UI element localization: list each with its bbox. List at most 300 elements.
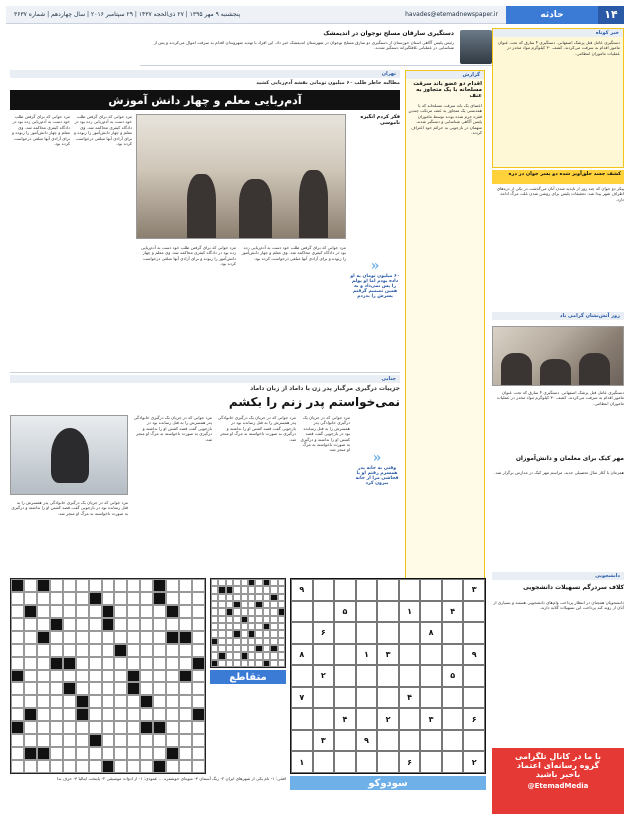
crossword-cell[interactable] xyxy=(218,645,225,652)
crossword-cell[interactable] xyxy=(127,721,140,734)
crossword-cell[interactable] xyxy=(63,579,76,592)
crossword-cell[interactable] xyxy=(50,631,63,644)
crossword-cell[interactable] xyxy=(24,657,37,670)
crossword-cell[interactable] xyxy=(140,670,153,683)
sudoku-cell[interactable] xyxy=(334,622,356,644)
crossword-cell[interactable] xyxy=(241,601,248,608)
crossword-cell[interactable] xyxy=(102,592,115,605)
sudoku-cell[interactable] xyxy=(399,579,421,601)
crossword-cell[interactable] xyxy=(166,644,179,657)
sudoku-cell[interactable]: ۵ xyxy=(334,601,356,623)
crossword-cell[interactable] xyxy=(11,747,24,760)
crossword-cell[interactable] xyxy=(218,630,225,637)
crossword-cell[interactable] xyxy=(179,657,192,670)
crossword-cell[interactable] xyxy=(76,644,89,657)
crossword-cell[interactable] xyxy=(89,747,102,760)
crossword-cell[interactable] xyxy=(11,631,24,644)
crossword-cell[interactable] xyxy=(37,605,50,618)
crossword-cell[interactable] xyxy=(166,760,179,773)
crossword-cell[interactable] xyxy=(263,630,270,637)
crossword-cell[interactable] xyxy=(166,708,179,721)
crossword-cell[interactable] xyxy=(153,708,166,721)
crossword-cell[interactable] xyxy=(179,644,192,657)
crossword-cell[interactable] xyxy=(102,721,115,734)
crossword-cell[interactable] xyxy=(153,605,166,618)
sudoku-cell[interactable] xyxy=(313,751,335,773)
crossword-cell[interactable] xyxy=(102,657,115,670)
crossword-cell[interactable] xyxy=(127,657,140,670)
sudoku-cell[interactable] xyxy=(313,687,335,709)
sudoku-cell[interactable] xyxy=(291,730,313,752)
crossword-cell[interactable] xyxy=(278,623,285,630)
sudoku-cell[interactable] xyxy=(334,665,356,687)
crossword-cell[interactable] xyxy=(89,682,102,695)
crossword-cell[interactable] xyxy=(263,586,270,593)
crossword-cell[interactable] xyxy=(218,616,225,623)
sudoku-cell[interactable] xyxy=(420,601,442,623)
crossword-cell[interactable] xyxy=(278,579,285,586)
crossword-cell[interactable] xyxy=(255,623,262,630)
crossword-cell[interactable] xyxy=(76,682,89,695)
sudoku-cell[interactable] xyxy=(334,644,356,666)
crossword-cell[interactable] xyxy=(24,644,37,657)
crossword-cell[interactable] xyxy=(50,695,63,708)
sudoku-cell[interactable] xyxy=(377,687,399,709)
crossword-cell[interactable] xyxy=(192,747,205,760)
sudoku-cell[interactable]: ۳ xyxy=(420,708,442,730)
crossword-cell[interactable] xyxy=(263,638,270,645)
sudoku-cell[interactable] xyxy=(356,708,378,730)
crossword-cell[interactable] xyxy=(24,592,37,605)
crossword-cell[interactable] xyxy=(255,660,262,667)
sudoku-cell[interactable] xyxy=(356,751,378,773)
sudoku-cell[interactable] xyxy=(442,622,464,644)
crossword-cell[interactable] xyxy=(263,645,270,652)
crossword-cell[interactable] xyxy=(37,760,50,773)
crossword-cell[interactable] xyxy=(102,644,115,657)
crossword-cell[interactable] xyxy=(89,760,102,773)
crossword-cell[interactable] xyxy=(226,630,233,637)
crossword-cell[interactable] xyxy=(278,594,285,601)
sudoku-cell[interactable] xyxy=(356,622,378,644)
crossword-cell[interactable] xyxy=(114,605,127,618)
crossword-cell[interactable] xyxy=(127,734,140,747)
sudoku-cell[interactable]: ۶ xyxy=(463,708,485,730)
crossword-cell[interactable] xyxy=(50,670,63,683)
crossword-cell[interactable] xyxy=(127,605,140,618)
sudoku-cell[interactable] xyxy=(356,601,378,623)
sudoku-cell[interactable]: ۱ xyxy=(291,751,313,773)
crossword-cell[interactable] xyxy=(270,638,277,645)
crossword-cell[interactable] xyxy=(233,608,240,615)
crossword-cell[interactable] xyxy=(114,734,127,747)
crossword-cell[interactable] xyxy=(102,670,115,683)
crossword-cell[interactable] xyxy=(76,592,89,605)
sudoku-cell[interactable]: ۱ xyxy=(356,644,378,666)
crossword-cell[interactable] xyxy=(226,660,233,667)
crossword-cell[interactable] xyxy=(255,652,262,659)
crossword-cell[interactable] xyxy=(278,630,285,637)
crossword-cell[interactable] xyxy=(89,708,102,721)
crossword-cell[interactable] xyxy=(63,605,76,618)
crossword-cell[interactable] xyxy=(114,721,127,734)
crossword-cell[interactable] xyxy=(255,616,262,623)
crossword-cell[interactable] xyxy=(153,657,166,670)
crossword-cell[interactable] xyxy=(233,652,240,659)
crossword-cell[interactable] xyxy=(89,605,102,618)
crossword-cell[interactable] xyxy=(241,660,248,667)
sudoku-cell[interactable] xyxy=(377,622,399,644)
crossword-cell[interactable] xyxy=(233,638,240,645)
crossword-cell[interactable] xyxy=(218,594,225,601)
crossword-cell[interactable] xyxy=(127,579,140,592)
crossword-cell[interactable] xyxy=(233,594,240,601)
sudoku-cell[interactable]: ۴ xyxy=(334,708,356,730)
crossword-cell[interactable] xyxy=(11,618,24,631)
sudoku-cell[interactable] xyxy=(356,665,378,687)
crossword-cell[interactable] xyxy=(50,708,63,721)
sudoku-cell[interactable] xyxy=(442,751,464,773)
crossword-cell[interactable] xyxy=(11,695,24,708)
crossword-cell[interactable] xyxy=(24,721,37,734)
crossword-cell[interactable] xyxy=(248,638,255,645)
crossword-cell[interactable] xyxy=(50,682,63,695)
crossword-cell[interactable] xyxy=(76,618,89,631)
crossword-cell[interactable] xyxy=(63,618,76,631)
crossword-cell[interactable] xyxy=(140,747,153,760)
crossword-cell[interactable] xyxy=(76,670,89,683)
crossword-cell[interactable] xyxy=(89,657,102,670)
crossword-cell[interactable] xyxy=(102,579,115,592)
sudoku-cell[interactable]: ۹ xyxy=(356,730,378,752)
crossword-cell[interactable] xyxy=(255,608,262,615)
sudoku-cell[interactable] xyxy=(377,665,399,687)
crossword-cell[interactable] xyxy=(241,594,248,601)
crossword-cell[interactable] xyxy=(63,695,76,708)
crossword-cell[interactable] xyxy=(270,630,277,637)
crossword-cell[interactable] xyxy=(24,682,37,695)
crossword-cell[interactable] xyxy=(263,601,270,608)
crossword-cell[interactable] xyxy=(270,623,277,630)
crossword-cell[interactable] xyxy=(37,618,50,631)
crossword-cell[interactable] xyxy=(140,644,153,657)
crossword-cell[interactable] xyxy=(114,682,127,695)
crossword-cell[interactable] xyxy=(89,695,102,708)
sudoku-cell[interactable] xyxy=(377,579,399,601)
sudoku-cell[interactable] xyxy=(442,644,464,666)
crossword-cell[interactable] xyxy=(76,734,89,747)
crossword-cell[interactable] xyxy=(270,608,277,615)
crossword-cell[interactable] xyxy=(192,605,205,618)
crossword-cell[interactable] xyxy=(63,747,76,760)
crossword-cell[interactable] xyxy=(255,638,262,645)
crossword-cell[interactable] xyxy=(211,601,218,608)
sudoku-cell[interactable]: ۶ xyxy=(399,751,421,773)
crossword-cell[interactable] xyxy=(140,605,153,618)
sudoku-cell[interactable] xyxy=(399,730,421,752)
crossword-cell[interactable] xyxy=(211,630,218,637)
crossword-cell[interactable] xyxy=(24,631,37,644)
crossword-cell[interactable] xyxy=(278,616,285,623)
crossword-cell[interactable] xyxy=(192,682,205,695)
crossword-cell[interactable] xyxy=(50,579,63,592)
crossword-cell[interactable] xyxy=(102,708,115,721)
crossword-cell[interactable] xyxy=(24,695,37,708)
crossword-cell[interactable] xyxy=(153,734,166,747)
crossword-cell[interactable] xyxy=(278,586,285,593)
crossword-cell[interactable] xyxy=(76,721,89,734)
crossword-cell[interactable] xyxy=(102,747,115,760)
crossword-cell[interactable] xyxy=(241,623,248,630)
sudoku-cell[interactable] xyxy=(420,665,442,687)
sudoku-cell[interactable]: ۲ xyxy=(313,665,335,687)
crossword-cell[interactable] xyxy=(179,734,192,747)
sudoku-cell[interactable] xyxy=(291,622,313,644)
crossword-cell[interactable] xyxy=(140,657,153,670)
crossword-cell[interactable] xyxy=(192,670,205,683)
sudoku-cell[interactable]: ۲ xyxy=(377,708,399,730)
crossword-cell[interactable] xyxy=(11,682,24,695)
crossword-cell[interactable] xyxy=(248,594,255,601)
sudoku-cell[interactable]: ۷ xyxy=(291,687,313,709)
crossword-cell[interactable] xyxy=(76,631,89,644)
crossword-cell[interactable] xyxy=(226,652,233,659)
crossword-cell[interactable] xyxy=(241,645,248,652)
crossword-cell[interactable] xyxy=(37,734,50,747)
crossword-cell[interactable] xyxy=(140,592,153,605)
crossword-cell[interactable] xyxy=(218,579,225,586)
crossword-cell[interactable] xyxy=(270,601,277,608)
crossword-cell[interactable] xyxy=(63,734,76,747)
crossword-cell[interactable] xyxy=(114,708,127,721)
crossword-cell[interactable] xyxy=(233,586,240,593)
sudoku-cell[interactable]: ۶ xyxy=(313,622,335,644)
crossword-cell[interactable] xyxy=(241,630,248,637)
crossword-cell[interactable] xyxy=(140,579,153,592)
sudoku-cell[interactable] xyxy=(442,730,464,752)
crossword-cell[interactable] xyxy=(166,734,179,747)
crossword-cell[interactable] xyxy=(218,660,225,667)
crossword-cell[interactable] xyxy=(166,618,179,631)
crossword-cell[interactable] xyxy=(63,670,76,683)
crossword-cell[interactable] xyxy=(192,592,205,605)
crossword-cell[interactable] xyxy=(166,682,179,695)
crossword-cell[interactable] xyxy=(11,657,24,670)
sudoku-cell[interactable] xyxy=(399,644,421,666)
sudoku-cell[interactable] xyxy=(442,687,464,709)
sudoku-cell[interactable] xyxy=(399,708,421,730)
crossword-cell[interactable] xyxy=(11,734,24,747)
crossword-cell[interactable] xyxy=(50,592,63,605)
crossword-cell[interactable] xyxy=(89,631,102,644)
crossword-cell[interactable] xyxy=(233,660,240,667)
crossword-cell[interactable] xyxy=(89,670,102,683)
crossword-cell[interactable] xyxy=(140,682,153,695)
crossword-cell[interactable] xyxy=(179,747,192,760)
crossword-cell[interactable] xyxy=(153,695,166,708)
crossword-cell[interactable] xyxy=(179,592,192,605)
sudoku-cell[interactable] xyxy=(442,579,464,601)
crossword-cell[interactable] xyxy=(127,592,140,605)
crossword-cell[interactable] xyxy=(226,579,233,586)
crossword-cell[interactable] xyxy=(102,631,115,644)
crossword-cell[interactable] xyxy=(255,586,262,593)
sudoku-cell[interactable]: ۹ xyxy=(291,579,313,601)
crossword-cell[interactable] xyxy=(241,608,248,615)
crossword-cell[interactable] xyxy=(140,760,153,773)
crossword-cell[interactable] xyxy=(114,760,127,773)
crossword-cell[interactable] xyxy=(127,760,140,773)
sudoku-cell[interactable] xyxy=(377,751,399,773)
crossword-cell[interactable] xyxy=(63,721,76,734)
crossword-cell[interactable] xyxy=(263,594,270,601)
sudoku-cell[interactable] xyxy=(313,579,335,601)
sudoku-cell[interactable] xyxy=(291,601,313,623)
sudoku-grid[interactable] xyxy=(290,578,486,774)
sudoku-cell[interactable] xyxy=(334,730,356,752)
sudoku-cell[interactable] xyxy=(356,687,378,709)
crossword-cell[interactable] xyxy=(179,708,192,721)
crossword-cell[interactable] xyxy=(211,594,218,601)
crossword-cell[interactable] xyxy=(218,608,225,615)
crossword-cell[interactable] xyxy=(127,695,140,708)
crossword-cell[interactable] xyxy=(89,618,102,631)
sudoku-cell[interactable]: ۴ xyxy=(399,687,421,709)
crossword-cell[interactable] xyxy=(140,631,153,644)
crossword-cell[interactable] xyxy=(248,608,255,615)
crossword-cell[interactable] xyxy=(255,630,262,637)
crossword-cell[interactable] xyxy=(263,608,270,615)
crossword-cell[interactable] xyxy=(76,605,89,618)
crossword-cell[interactable] xyxy=(37,670,50,683)
sudoku-cell[interactable] xyxy=(377,730,399,752)
crossword-cell[interactable] xyxy=(114,592,127,605)
crossword-cell[interactable] xyxy=(166,721,179,734)
crossword-cell[interactable] xyxy=(248,616,255,623)
crossword-cell[interactable] xyxy=(24,670,37,683)
crossword-cell[interactable] xyxy=(89,579,102,592)
crossword-cell[interactable] xyxy=(192,695,205,708)
sudoku-cell[interactable] xyxy=(463,601,485,623)
crossword-cell[interactable] xyxy=(263,616,270,623)
crossword-cell[interactable] xyxy=(278,660,285,667)
crossword-cell[interactable] xyxy=(37,695,50,708)
crossword-cell[interactable] xyxy=(153,670,166,683)
crossword-cell[interactable] xyxy=(218,623,225,630)
crossword-cell[interactable] xyxy=(24,760,37,773)
crossword-cell[interactable] xyxy=(241,638,248,645)
crossword-cell[interactable] xyxy=(24,618,37,631)
crossword-cell[interactable] xyxy=(140,618,153,631)
crossword-cell[interactable] xyxy=(166,657,179,670)
crossword-cell[interactable] xyxy=(50,721,63,734)
crossword-cell[interactable] xyxy=(50,605,63,618)
crossword-cell[interactable] xyxy=(179,605,192,618)
crossword-cell[interactable] xyxy=(50,644,63,657)
crossword-cell[interactable] xyxy=(192,721,205,734)
crossword-cell[interactable] xyxy=(76,579,89,592)
crossword-cell[interactable] xyxy=(76,657,89,670)
crossword-cell[interactable] xyxy=(153,747,166,760)
crossword-cell[interactable] xyxy=(127,644,140,657)
sudoku-cell[interactable]: ۵ xyxy=(442,665,464,687)
crossword-cell[interactable] xyxy=(76,760,89,773)
crossword-cell[interactable] xyxy=(127,631,140,644)
sudoku-cell[interactable] xyxy=(313,601,335,623)
crossword-cell[interactable] xyxy=(11,708,24,721)
crossword-cell[interactable] xyxy=(11,605,24,618)
crossword-cell[interactable] xyxy=(140,708,153,721)
crossword-cell[interactable] xyxy=(192,631,205,644)
sudoku-cell[interactable]: ۸ xyxy=(291,644,313,666)
crossword-cell[interactable] xyxy=(270,579,277,586)
crossword-cell[interactable] xyxy=(211,645,218,652)
crossword-cell[interactable] xyxy=(37,682,50,695)
crossword-cell[interactable] xyxy=(11,592,24,605)
crossword-cell[interactable] xyxy=(127,618,140,631)
crossword-cell[interactable] xyxy=(127,708,140,721)
crossword-cell[interactable] xyxy=(153,682,166,695)
crossword-cell[interactable] xyxy=(140,734,153,747)
crossword-cell[interactable] xyxy=(211,586,218,593)
crossword-cell[interactable] xyxy=(226,638,233,645)
crossword-cell[interactable] xyxy=(153,644,166,657)
crossword-cell[interactable] xyxy=(248,601,255,608)
crossword-cell[interactable] xyxy=(226,623,233,630)
crossword-cell[interactable] xyxy=(248,623,255,630)
crossword-cell[interactable] xyxy=(192,579,205,592)
crossword-cell[interactable] xyxy=(270,652,277,659)
sudoku-cell[interactable] xyxy=(420,751,442,773)
sudoku-cell[interactable] xyxy=(313,644,335,666)
crossword-cell[interactable] xyxy=(211,616,218,623)
sudoku-cell[interactable] xyxy=(420,687,442,709)
crossword-cell[interactable] xyxy=(102,682,115,695)
crossword-cell[interactable] xyxy=(153,631,166,644)
sudoku-cell[interactable]: ۲ xyxy=(463,751,485,773)
crossword-cell[interactable] xyxy=(179,695,192,708)
crossword-cell[interactable] xyxy=(11,644,24,657)
crossword-cell[interactable] xyxy=(89,721,102,734)
sudoku-cell[interactable] xyxy=(463,687,485,709)
sudoku-cell[interactable]: ۴ xyxy=(442,601,464,623)
crossword-cell[interactable] xyxy=(179,682,192,695)
crossword-cell[interactable] xyxy=(241,586,248,593)
crossword-cell[interactable] xyxy=(270,660,277,667)
crossword-cell[interactable] xyxy=(233,623,240,630)
crossword-cell[interactable] xyxy=(11,760,24,773)
crossword-cell[interactable] xyxy=(37,657,50,670)
sudoku-cell[interactable] xyxy=(463,622,485,644)
crossword-cell[interactable] xyxy=(248,660,255,667)
crossword-cell[interactable] xyxy=(89,644,102,657)
sudoku-cell[interactable] xyxy=(399,665,421,687)
crossword-cell[interactable] xyxy=(63,644,76,657)
crossword-cell[interactable] xyxy=(166,579,179,592)
sudoku-cell[interactable]: ۸ xyxy=(420,622,442,644)
crossword-cell[interactable] xyxy=(192,760,205,773)
crossword-cell[interactable] xyxy=(179,618,192,631)
crossword-cell[interactable] xyxy=(114,618,127,631)
sudoku-cell[interactable] xyxy=(334,687,356,709)
sudoku-cell[interactable] xyxy=(420,730,442,752)
crossword-cell[interactable] xyxy=(226,601,233,608)
crossword-cell[interactable] xyxy=(179,579,192,592)
sudoku-cell[interactable] xyxy=(334,751,356,773)
crossword-cell[interactable] xyxy=(192,734,205,747)
sudoku-cell[interactable]: ۹ xyxy=(463,644,485,666)
crossword-cell[interactable] xyxy=(278,638,285,645)
